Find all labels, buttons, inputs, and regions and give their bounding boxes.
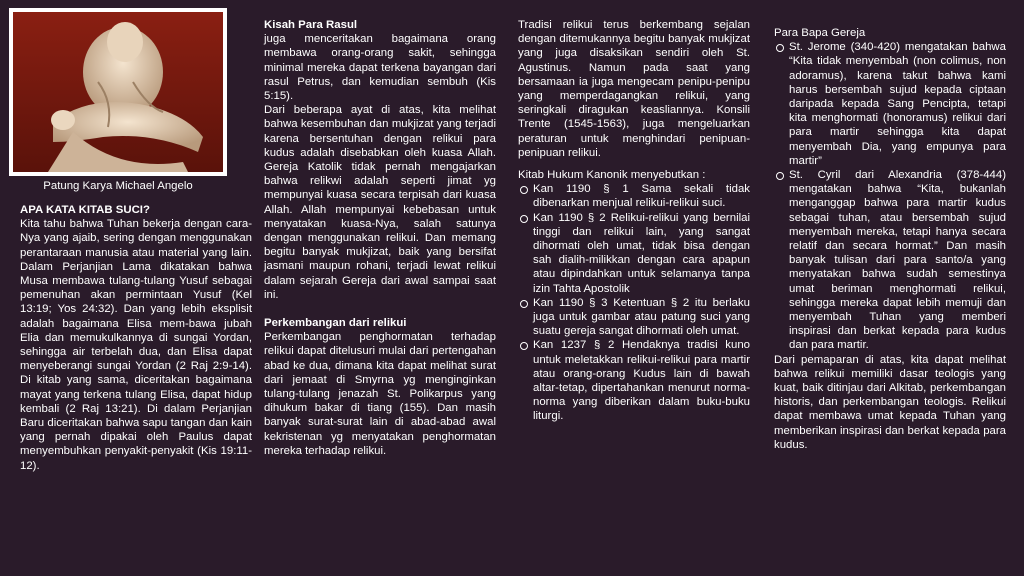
list-intro: Kitab Hukum Kanonik menyebutkan : [518,169,706,182]
image-caption: Patung Karya Michael Angelo [43,180,193,192]
list-item: St. Jerome (340-420) mengatakan bahwa “Kita tidak menyembah (non colimus, non adoramus), karena takut bahwa kami harus bersembah sujud kepada ciptaan daripada kepada Sang Pencipta, tetapi kita menghormati (honoramus) relikui dari para martir sehingga kita dapat menyembah Dia, yang empunya para martir” [774,40,1006,168]
section-heading: Kisah Para Rasul [264,19,358,31]
paragraph: Kita tahu bahwa Tuhan bekerja dengan cara-Nya yang ajaib, sering dengan menggunakan perantaraan manusia atau material yang lain. Dalam Perjanjian Lama dikatakan bahwa Musa membawa tulang-tulang Yusuf sebagai pemenuhan akan permintaan Yusuf (Kel 13:19; Yos 24:32). Dan yang lebih eksplisit adalah bagaimana Elisa mem-bawa jubah Elia dan memukulkannya di sungai Yordan, sehingga air terbelah dua, dan Elisa dapat menyeberangi sungai Yordan (2 Raj 2:9-14). Di kitab yang sama, diceritakan bagaimana mayat yang terkena tulang Elisa, dapat hidup kembali (2 Raj 13:21). Di dalam Perjanjian Baru diceritakan bahwa sapu tangan dan kain yang pernah dipakai oleh Paulus dapat menyembuhkan penyakit-penyakit (Kis 19:11-12). [20,218,252,472]
section-heading: Para Bapa Gereja [774,27,866,39]
canon-list [518,182,750,423]
section-heading: APA KATA KITAB SUCI? [20,204,150,216]
paragraph: Tradisi relikui terus berkembang sejalan dengan ditemukannya begitu banyak mukjizat yang juga disaksikan sendiri oleh St. Agustinus. Namun pada saat yang bersamaan ia juga mengecam penipu-penipu yang memperdagangkan relikui, yang seringkali diragukan keasliannya. Konsili Trente (1545-1563), juga mengeluarkan peraturan untuk menghindari penipuan-penipuan relikui. [518,19,750,159]
list-item: Kan 1190 § 1 Sama sekali tidak dibenarkan menjual relikui-relikui suci. [518,182,750,210]
statue-photo [9,8,227,176]
column-2 [264,18,496,458]
church-fathers-list [774,40,1006,352]
paragraph: Dari beberapa ayat di atas, kita melihat bahwa kesembuhan dan mukjizat yang terjadi karena bersentuhan dengan relikui para kudus adalah disebabkan oleh kuasa Allah. Gereja Katolik tidak pernah mengajarkan bahwa relikwi adalah seperti jimat yg mempunyai kuasa secara terpisah dari kuasa Allah. Allah mempunyai kebebasan untuk menyatakan kuasa-Nya, salah satunya dengan menggunakan relikui. Dan memang begitu banyak mukjizat, baik yang bersifat jasmani maupun rohani, terjadi lewat relikui dalam sejarah Gereja dari awal sampai saat ini. [264,104,496,301]
paragraph: juga menceritakan bagaimana orang membawa orang-orang sakit, sehingga minimal mereka dapat terkena bayangan dari rasul Petrus, dan kemudian sembuh (Kis 5:15). [264,33,496,103]
column-3 [518,18,750,424]
paragraph: Perkembangan penghormatan terhadap relikui dapat ditelusuri mulai dari pertengahan abad ke dua, dimana kita dapat melihat surat dari jemaat di Smyrna yg menginginkan tulang-tulang jenazah St. Polikarpus yang dihukum bakar di tiang (155). Dan masih banyak surat-surat lain di abad-abad awal kekristenan yg menyatakan penghormatan mereka terhadap relikui. [264,331,496,457]
list-item: Kan 1190 § 2 Relikui-relikui yang bernilai tinggi dan relikui lain, yang sangat dihormati oleh umat, tidak bisa dengan sah dialih-milikkan dengan cara apapun atau dipindahkan untuk selamanya tanpa izin Tahta Apostolik [518,211,750,296]
list-item: St. Cyril dari Alexandria (378-444) mengatakan bahwa “Kita, bukanlah menganggap bahwa para martir kudus sebagai tuhan, atau bersembah sujud menyembah mereka, tetapi hanya secara relatif dan secara hormat.” Dan masih banyak tulisan dari para santo/a yang menyatakan bahwa sudah semestinya umat beriman menghormati relikui, sehingga mereka dapat lebih memuji dan menyembah Tuhan yang memberi inspirasi dan berkat kepada para kudus dan para martir. [774,168,1006,353]
list-item: Kan 1237 § 2 Hendaknya tradisi kuno untuk meletakkan relikui-relikui para martir atau orang-orang Kudus lain di bawah altar-tetap, dipertahankan menurut norma-norma yang diberikan dalam buku-buku liturgi. [518,338,750,423]
section-heading: Perkembangan dari relikui [264,317,407,330]
list-item: Kan 1190 § 3 Ketentuan § 2 itu berlaku juga untuk gambar atau patung suci yang suatu gereja sangat dihormati oleh umat. [518,296,750,339]
column-4 [774,26,1006,452]
paragraph: Dari pemaparan di atas, kita dapat melihat bahwa relikui memiliki dasar teologis yang kuat, baik ditinjau dari Alkitab, perkembangan historis, dan perkembangan teologis. Relikui dapat membawa umat kepada Tuhan yang memberikan inspirasi dan berkat kepada para kudus. [774,353,1006,451]
pieta-statue-image [13,12,223,172]
